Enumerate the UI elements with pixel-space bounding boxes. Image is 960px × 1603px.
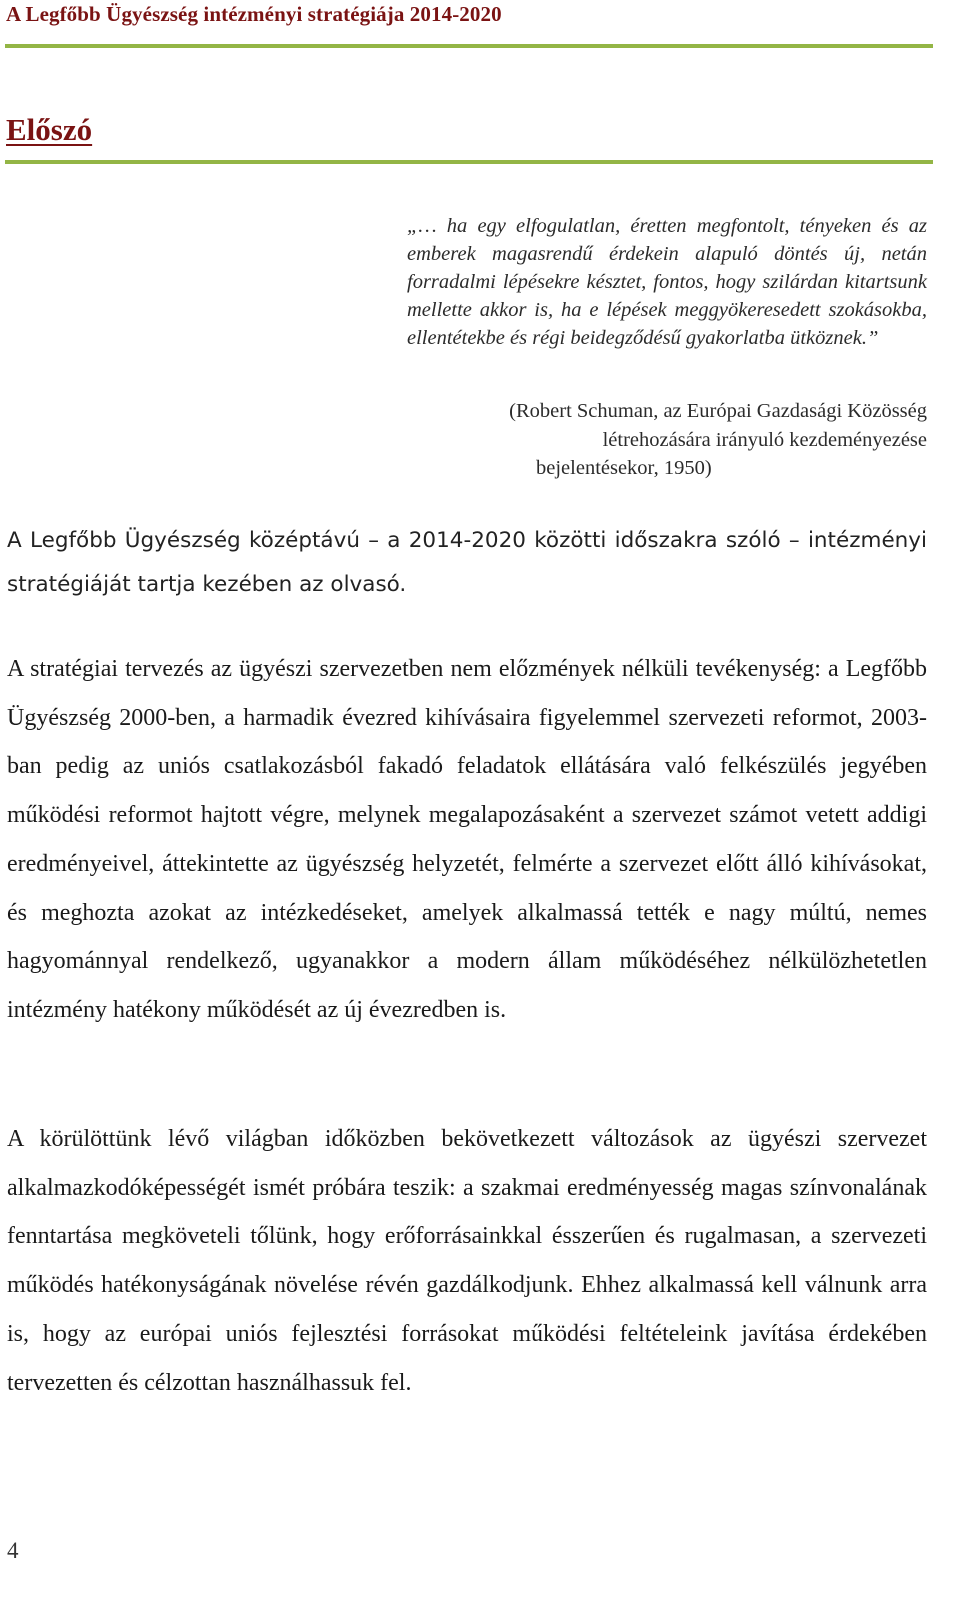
section-title: Előszó [6,112,93,147]
page-number: 4 [7,1538,19,1563]
epigraph-quote: „… ha egy elfogulatlan, éretten megfontolt, tényeken és az emberek magasrendű érdekein alapuló döntés új, netán forradalmi lépésekre késztet, fontos, hogy szilárdan kitartsunk mellette akkor is, ha e lépések meggyökeresedett szokásokba, ellentétekbe és régi beidegződésű gyakorlatba ütköznek.” [407,215,927,349]
body-paragraph: A körülöttünk lévő világban időközben bekövetkezett változások az ügyészi szervezet alkalmazkodóképességét ismét próbára teszik: a szakmai eredményesség magas színvonalának fenntartása megköveteli tőlünk, hogy erőforrásainkkal ésszerűen és rugalmasan, a szervezeti működés hatékonyságának növelése révén gazdálkodjunk. Ehhez alkalmassá kell válnunk arra is, hogy az európai uniós fejlesztési forrásokat működési feltételeink javítása érdekében tervezetten és célzottan használhassuk fel. [7,1126,927,1396]
epigraph-attribution [407,397,927,483]
attribution-line: bejelentésekor, 1950) [536,457,712,479]
intro-paragraph: A Legfőbb Ügyészség középtávú – a 2014-2020 közötti időszakra szóló – intézményi stratégiáját tartja kezében az olvasó. [7,528,927,597]
header-divider [5,44,933,48]
body-paragraph: A stratégiai tervezés az ügyészi szervezetben nem előzmények nélküli tevékenység: a Legfőbb Ügyészség 2000-ben, a harmadik évezred kihívásaira figyelemmel szervezeti reformot, 2003-ban pedig az uniós csatlakozásból fakadó feladatok ellátására való felkészülés jegyében működési reformot hajtott végre, melynek megalapozásaként a szervezet számot vetett addigi eredményeivel, áttekintette az ügyészség helyzetét, felmérte a szervezet előtt álló kihívásokat, és meghozta azokat az intézkedéseket, amelyek alkalmassá tették e nagy múltú, nemes hagyománnyal rendelkező, ugyanakkor a modern állam működéséhez nélkülözhetetlen intézmény hatékony működését az új évezredben is. [7,656,927,1023]
attribution-line: létrehozására irányuló kezdeményezése [602,428,927,451]
section-divider [5,160,933,164]
running-header-title: A Legfőbb Ügyészség intézményi stratégiája 2014-2020 [6,2,502,26]
attribution-line: (Robert Schuman, az Európai Gazdasági Közösség [509,400,927,422]
